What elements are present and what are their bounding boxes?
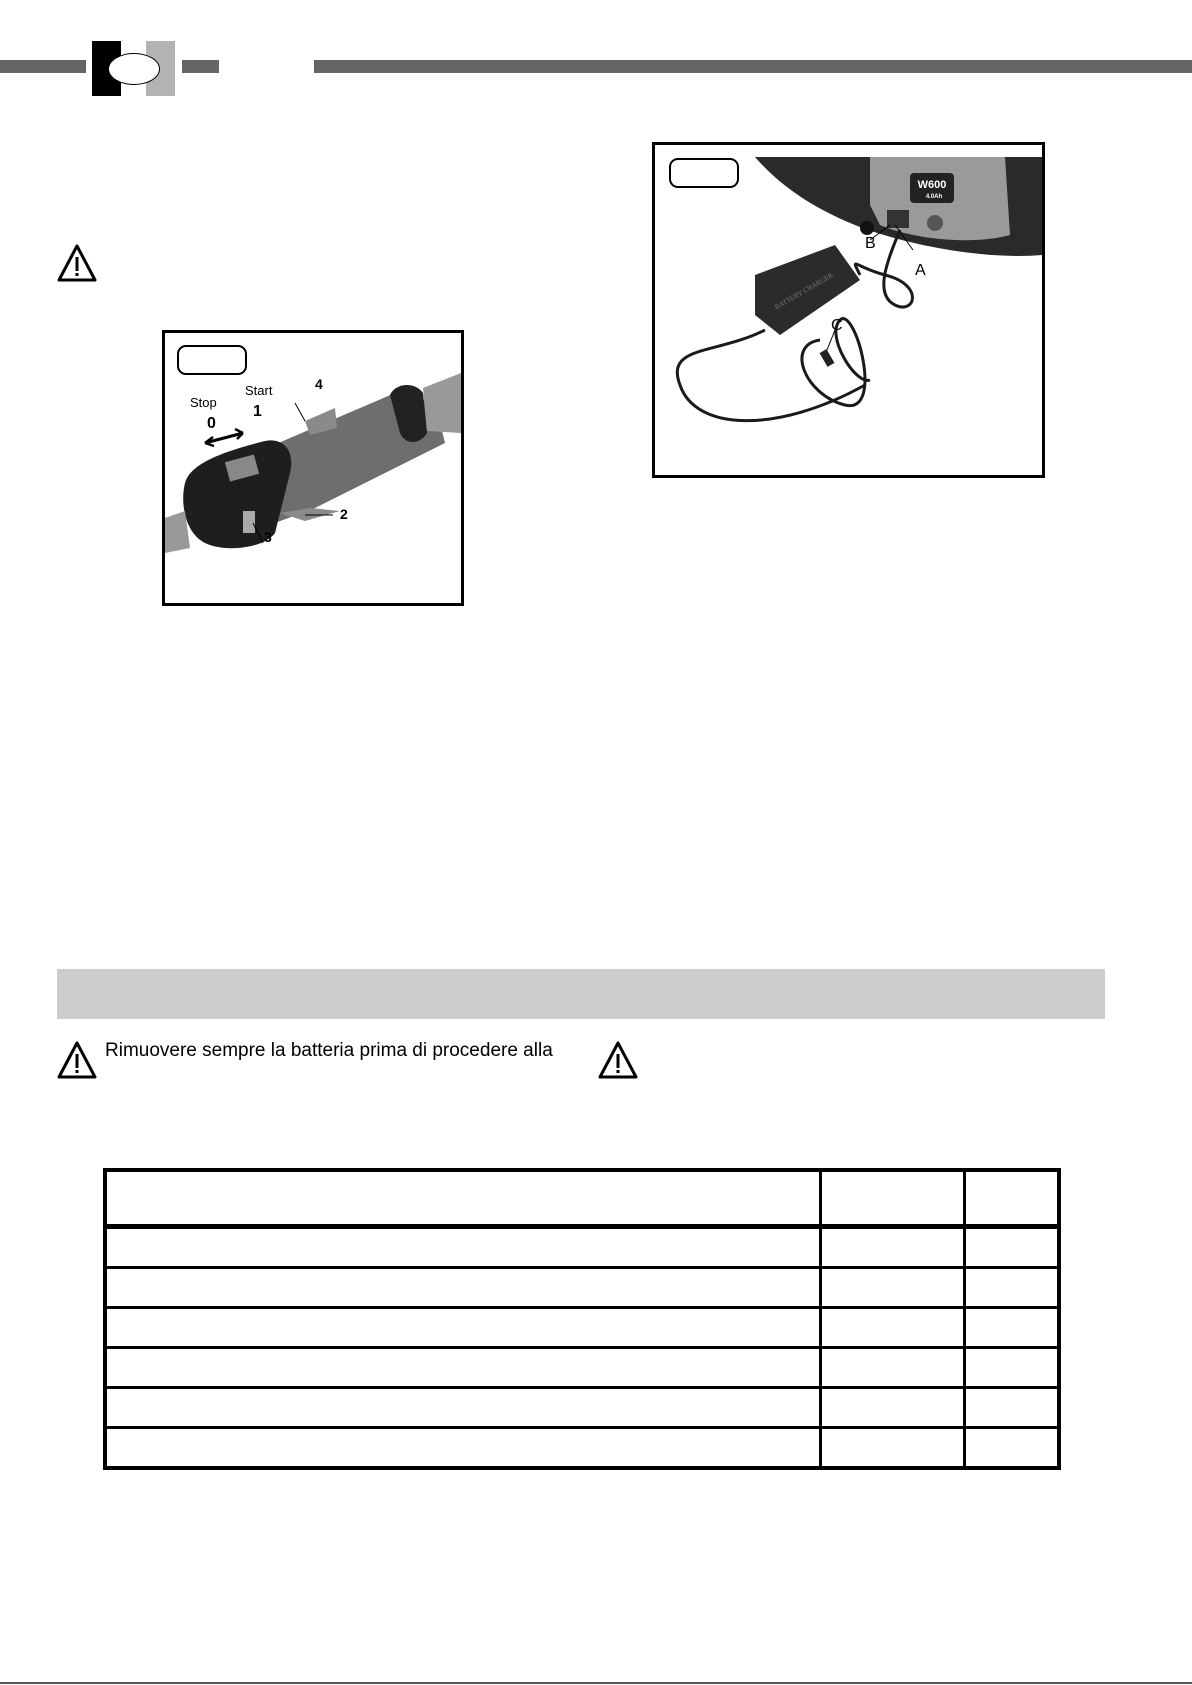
header-cell	[821, 1170, 965, 1227]
label-position-1: 1	[253, 403, 262, 420]
table-header-row	[105, 1170, 1059, 1227]
table-cell	[965, 1227, 1060, 1268]
table-cell	[105, 1348, 821, 1388]
warning-text-remove-battery: Rimuovere sempre la batteria prima di procedere alla	[105, 1040, 553, 1061]
table-cell	[965, 1348, 1060, 1388]
label-start: Start	[245, 383, 273, 398]
battery-capacity-text: 4.0Ah	[925, 194, 943, 200]
header-rule-left	[0, 60, 86, 73]
table-row	[105, 1268, 1059, 1308]
table-cell	[965, 1428, 1060, 1469]
table-row	[105, 1308, 1059, 1348]
table-cell	[105, 1428, 821, 1469]
table-cell	[105, 1388, 821, 1428]
table-cell	[965, 1268, 1060, 1308]
charger-photo	[655, 145, 1042, 475]
footer-rule	[0, 1682, 1192, 1684]
warning-icon	[56, 243, 98, 283]
table-row	[105, 1348, 1059, 1388]
handle-photo	[165, 333, 461, 603]
charger-label-text: BATTERY CHARGER	[773, 271, 835, 312]
table-row	[105, 1388, 1059, 1428]
table-row	[105, 1428, 1059, 1469]
table-cell	[965, 1388, 1060, 1428]
label-c: C	[831, 317, 843, 334]
table-cell	[965, 1308, 1060, 1348]
language-badge	[108, 53, 160, 85]
section-heading-bar	[57, 969, 1105, 1019]
header-rule-mid	[182, 60, 219, 73]
header-cell	[965, 1170, 1060, 1227]
label-3: 3	[264, 529, 272, 545]
maintenance-table	[103, 1168, 1061, 1470]
header-rule-right	[314, 60, 1192, 73]
label-b: B	[865, 235, 876, 252]
label-stop: Stop	[190, 395, 217, 410]
battery-badge-text: W600	[917, 179, 947, 191]
table-cell	[821, 1227, 965, 1268]
warning-icon	[56, 1040, 98, 1080]
label-2: 2	[340, 506, 348, 522]
label-a: A	[915, 262, 926, 279]
table-cell	[821, 1348, 965, 1388]
figure-1-switch-handle	[162, 330, 464, 606]
table-cell	[821, 1428, 965, 1469]
table-cell	[821, 1388, 965, 1428]
label-4: 4	[315, 376, 323, 392]
table-cell	[105, 1227, 821, 1268]
table-cell	[105, 1268, 821, 1308]
figure-2-battery-charger	[652, 142, 1045, 478]
table-cell	[821, 1268, 965, 1308]
table-cell	[105, 1308, 821, 1348]
label-position-0: 0	[207, 415, 216, 432]
table-row	[105, 1227, 1059, 1268]
table-cell	[821, 1308, 965, 1348]
warning-icon	[597, 1040, 639, 1080]
header-cell	[105, 1170, 821, 1227]
